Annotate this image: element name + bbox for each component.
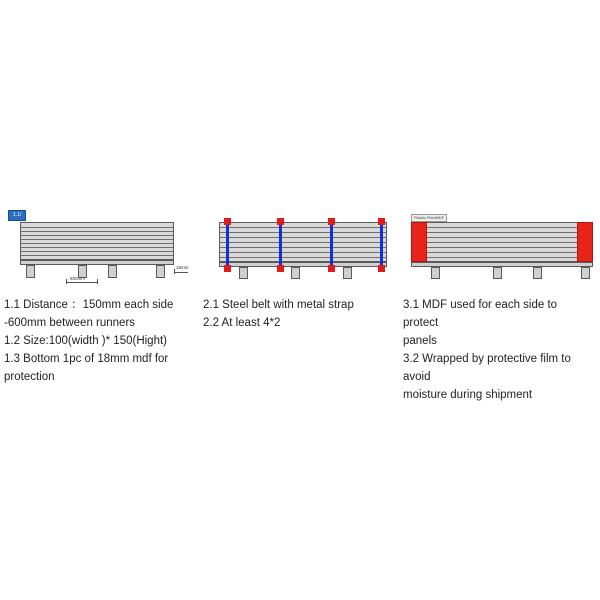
steel-strap	[279, 220, 282, 268]
bottom-mdf-board	[20, 260, 174, 265]
panel-slat-line	[21, 255, 173, 256]
runner	[533, 267, 542, 279]
strap-metal-clip-bottom	[328, 265, 335, 272]
figure-1-tag: 1.1/	[8, 210, 26, 221]
runner	[26, 265, 35, 278]
caption-line: 3.1 MDF used for each side to protect	[403, 299, 558, 329]
panel-stack	[20, 222, 174, 260]
panel-slat-line	[412, 257, 592, 258]
protective-film-label: Plastic Film/MDF	[411, 214, 447, 222]
mdf-end-protector-right	[577, 222, 593, 262]
caption-line: -600mm between runners	[4, 317, 136, 329]
dimension-tick	[174, 269, 175, 274]
strap-metal-clip-top	[277, 218, 284, 225]
strap-metal-clip-top	[224, 218, 231, 225]
panel-slat-line	[21, 227, 173, 228]
panels-with-steel-belt-figure	[203, 210, 393, 295]
caption-line: moisture during shipment	[403, 389, 533, 401]
runner	[291, 267, 300, 279]
runner	[581, 267, 590, 279]
dimension-tick	[97, 279, 98, 284]
panel-slat-line	[220, 237, 386, 238]
panels-on-runners-figure	[4, 210, 194, 295]
panel-slat-line	[220, 252, 386, 253]
panel-slat-line	[21, 243, 173, 244]
panel-stack	[219, 222, 387, 262]
panel-slat-line	[220, 257, 386, 258]
panel-slat-line	[412, 232, 592, 233]
caption-column-2	[203, 296, 395, 332]
dimension-line-runner-gap	[66, 282, 98, 283]
caption-line: 1.1 Distance ：150mm each side	[4, 299, 174, 311]
figure-3-block	[403, 210, 598, 295]
panel-slat-line	[220, 227, 386, 228]
runner	[493, 267, 502, 279]
figure-1-block	[4, 210, 194, 295]
steel-strap	[226, 220, 229, 268]
panels-with-mdf-protection-figure	[403, 210, 598, 295]
runner	[239, 267, 248, 279]
runner	[343, 267, 352, 279]
dimension-line-mdf	[174, 272, 188, 273]
panel-slat-line	[412, 227, 592, 228]
figure-2-block	[203, 210, 393, 295]
panel-slat-line	[412, 237, 592, 238]
strap-metal-clip-top	[328, 218, 335, 225]
runner	[431, 267, 440, 279]
strap-metal-clip-bottom	[277, 265, 284, 272]
panel-slat-line	[21, 239, 173, 240]
dimension-label-mdf-thickness: 18mm	[176, 265, 189, 270]
caption-line: 1.3 Bottom 1pc of 18mm mdf for	[4, 353, 169, 365]
caption-line: 2.1 Steel belt with metal strap	[203, 299, 354, 311]
panel-slat-line	[21, 247, 173, 248]
dimension-tick	[66, 279, 67, 284]
caption-line: 2.2 At least 4*2	[203, 317, 281, 329]
caption-line: protection	[4, 371, 55, 383]
caption-line: 3.2 Wrapped by protective film to avoid	[403, 353, 571, 383]
caption-column-3	[403, 296, 593, 404]
panel-slat-line	[220, 242, 386, 243]
dimension-label-runner-gap: 600mm	[70, 276, 86, 281]
caption-column-1	[4, 296, 194, 386]
panel-slat-line	[21, 231, 173, 232]
steel-strap	[330, 220, 333, 268]
panel-slat-line	[21, 251, 173, 252]
strap-metal-clip-bottom	[378, 265, 385, 272]
mdf-end-protector-left	[411, 222, 427, 262]
strap-metal-clip-top	[378, 218, 385, 225]
runner	[108, 265, 117, 278]
caption-line: 1.2 Size:100(width )* 150(Hight)	[4, 335, 167, 347]
panel-slat-line	[412, 242, 592, 243]
panel-slat-line	[412, 247, 592, 248]
panel-stack	[411, 222, 593, 262]
panel-slat-line	[220, 247, 386, 248]
panel-slat-line	[220, 232, 386, 233]
caption-line: panels	[403, 335, 437, 347]
runner	[156, 265, 165, 278]
steel-strap	[380, 220, 383, 268]
panel-slat-line	[412, 252, 592, 253]
panel-slat-line	[21, 235, 173, 236]
strap-metal-clip-bottom	[224, 265, 231, 272]
